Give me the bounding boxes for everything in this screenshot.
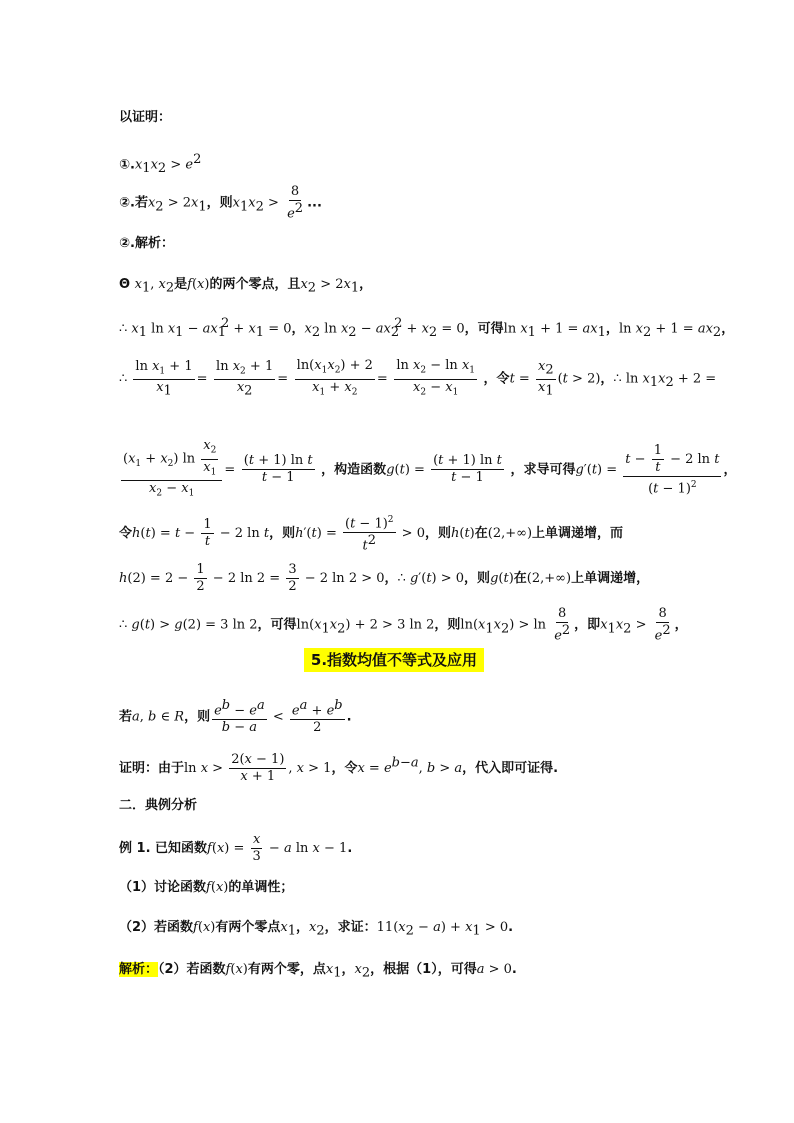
analysis-line-7: ∴ g(t) > g(2) = 3 ln 2，可得$\ln(x_1x_2) + 2 > 3$ ln 2，则$\ln(x_1x_2) > \ln$ $\frac{8}{e^2}$ ，即$x_1x_2$ > $\frac{8}{e^2}$ ， — [119, 606, 688, 644]
claim-1: $①.x_1x_2 > e^2$ — [119, 152, 202, 176]
analysis-line-5: 令h(t) = t − $\frac{1}{t}$ − 2 ln t，则h′(t) = $\frac{(t - 1)^2}{t^2}$ > 0，则h(t)在(2,+∞)上单调递增，而 — [119, 512, 623, 555]
example-1-solution: 解析：（2）若函数f(x)有两个零，点$x_1$，$x_2$，根据（1），可得a > 0. — [119, 962, 517, 981]
analysis-line-1: Θ $x_1$, $x_2$是f(x)的两个零点，且$x_2 > 2x_1$， — [119, 277, 373, 296]
solution-label: 解析： — [119, 962, 159, 977]
theorem-statement: 若a, b ∈ R，则 $\frac{e^b - e^a}{b - a}$ < $\frac{e^a + e^b}{2}$ . — [119, 698, 352, 736]
example-1-part-2: （2）若函数f(x)有两个零点$x_1$，$x_2$，求证：$11(x_2 - a) + x_1 > 0$. — [119, 920, 514, 939]
example-1-part-1: （1）讨论函数f(x)的单调性； — [119, 880, 294, 895]
analysis-line-2: ∴ $x_1$ $\ln x_1 - ax_1^2 + x_1 = 0$，$x_2$ $\ln x_2 - ax_2^2 + x_2 = 0$，可得$\ln x_1 + 1 = ax_1$，$\ln x_2 + 1 = ax_2$， — [119, 316, 735, 340]
analysis-line-6: h(2) = 2 − $\frac{1}{2}$ − 2 ln 2 = $\frac{3}{2}$ − 2 ln 2 > 0，∴ g′(t) > 0，则g(t)在(2,+∞)上单调递增， — [119, 562, 650, 594]
example-1-statement: 例 1. 已知函数f(x) = $\frac{x}{3}$ − a ln x − 1. — [119, 832, 353, 864]
analysis-line-4: $(x_1 + x_2)$ ln $\frac{x_2}{x_1}$ $x_2 - x_1$ = $\frac{\text{(t + 1) ln t}}{t - 1}$ ，构造函数g(t) = $\frac{\text{(t + 1) ln t}}{t - 1}$ ，求导可得g′(t) = t − $\frac{1}{t}$ − 2 ln t $(t - 1)^2$ ， — [123, 438, 737, 499]
intro-text: 以证明： — [119, 110, 172, 125]
examples-heading: 二．典例分析 — [119, 798, 198, 813]
analysis-heading: ②.解析： — [119, 236, 174, 251]
claim-2: ②.若$x_2 > 2x_1$，则$x_1x_2$ > $\frac{8}{e^2}$ ... — [119, 184, 322, 222]
theorem-proof: 证明：由于ln x > $\frac{2(x - 1)}{x + 1}$ , x > 1，令$x = e^{b-a}$, b > a，代入即可证得. — [119, 752, 559, 784]
section-heading: 5.指数均值不等式及应用 — [304, 648, 484, 672]
analysis-line-3: ∴ $\frac{\ln x_1 + 1}{x_1}$ = $\frac{\ln x_2 + 1}{x_2}$ = $\frac{\ln(x_1x_2) + 2}{x_1 + x_2}$ = $\frac{\ln x_2 - \ln x_1}{x_2 - x_1}$ ，令t = $\frac{x_2}{x_1}$ (t > 2)，∴ $\ln x_1x_2 + 2$ = — [119, 358, 717, 399]
